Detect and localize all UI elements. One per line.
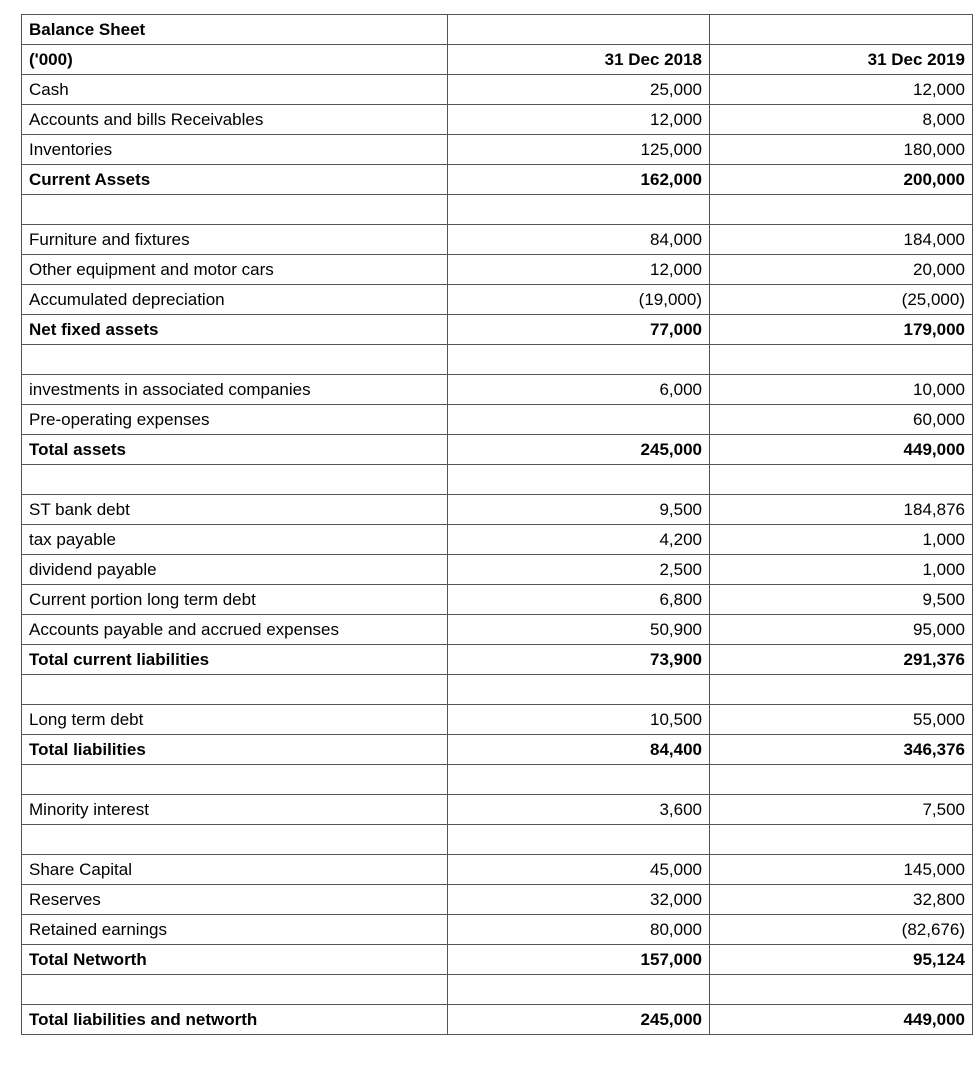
row-label: Accounts payable and accrued expenses: [22, 615, 448, 645]
value-2018: 162,000: [448, 165, 710, 195]
value-2018: 84,400: [448, 735, 710, 765]
row-label: Long term debt: [22, 705, 448, 735]
value-2019: 7,500: [710, 795, 973, 825]
header-row: [22, 45, 973, 75]
unit-label: ('000): [22, 45, 448, 75]
row-label: [22, 765, 448, 795]
value-2019: 449,000: [710, 435, 973, 465]
value-2019: 291,376: [710, 645, 973, 675]
row-label: Current portion long term debt: [22, 585, 448, 615]
value-2018: 25,000: [448, 75, 710, 105]
value-2018: [448, 975, 710, 1005]
table-row: [22, 615, 973, 645]
row-label: [22, 825, 448, 855]
value-2018: 84,000: [448, 225, 710, 255]
table-row: [22, 735, 973, 765]
value-2018: 77,000: [448, 315, 710, 345]
value-2018: 245,000: [448, 1005, 710, 1035]
value-2019: 20,000: [710, 255, 973, 285]
value-2018: 245,000: [448, 435, 710, 465]
table-row: [22, 285, 973, 315]
value-2019: 9,500: [710, 585, 973, 615]
row-label: Total Networth: [22, 945, 448, 975]
value-2018: 2,500: [448, 555, 710, 585]
row-label: Accumulated depreciation: [22, 285, 448, 315]
value-2019: [710, 975, 973, 1005]
value-2018: 3,600: [448, 795, 710, 825]
row-label: Minority interest: [22, 795, 448, 825]
value-2019: 184,876: [710, 495, 973, 525]
value-2018: [448, 195, 710, 225]
row-label: Net fixed assets: [22, 315, 448, 345]
value-2019: 1,000: [710, 525, 973, 555]
table-row: [22, 555, 973, 585]
value-2019: [710, 675, 973, 705]
value-2019: (25,000): [710, 285, 973, 315]
row-label: Inventories: [22, 135, 448, 165]
balance-sheet-body: [22, 15, 973, 1035]
value-2019: 95,000: [710, 615, 973, 645]
table-row: [22, 795, 973, 825]
value-2018: 45,000: [448, 855, 710, 885]
spacer-row: [22, 465, 973, 495]
title-blank-2018: [448, 15, 710, 45]
value-2018: [448, 405, 710, 435]
balance-sheet-table: [21, 14, 973, 1035]
value-2019: 179,000: [710, 315, 973, 345]
sheet-title: Balance Sheet: [22, 15, 448, 45]
value-2019: [710, 465, 973, 495]
value-2018: 4,200: [448, 525, 710, 555]
value-2019: 32,800: [710, 885, 973, 915]
row-label: dividend payable: [22, 555, 448, 585]
row-label: [22, 195, 448, 225]
spacer-row: [22, 675, 973, 705]
title-row: [22, 15, 973, 45]
row-label: investments in associated companies: [22, 375, 448, 405]
row-label: [22, 465, 448, 495]
row-label: [22, 975, 448, 1005]
value-2018: 12,000: [448, 255, 710, 285]
value-2018: 12,000: [448, 105, 710, 135]
table-row: [22, 855, 973, 885]
table-row: [22, 405, 973, 435]
value-2018: [448, 675, 710, 705]
value-2019: [710, 345, 973, 375]
value-2019: 145,000: [710, 855, 973, 885]
table-row: [22, 525, 973, 555]
value-2019: 8,000: [710, 105, 973, 135]
spacer-row: [22, 825, 973, 855]
value-2019: 200,000: [710, 165, 973, 195]
row-label: Share Capital: [22, 855, 448, 885]
value-2018: (19,000): [448, 285, 710, 315]
value-2019: 12,000: [710, 75, 973, 105]
value-2018: 50,900: [448, 615, 710, 645]
row-label: tax payable: [22, 525, 448, 555]
spacer-row: [22, 975, 973, 1005]
row-label: ST bank debt: [22, 495, 448, 525]
value-2019: 55,000: [710, 705, 973, 735]
table-row: [22, 585, 973, 615]
row-label: Retained earnings: [22, 915, 448, 945]
value-2019: 346,376: [710, 735, 973, 765]
value-2019: 449,000: [710, 1005, 973, 1035]
value-2018: 80,000: [448, 915, 710, 945]
value-2018: [448, 465, 710, 495]
value-2019: 180,000: [710, 135, 973, 165]
value-2019: [710, 825, 973, 855]
row-label: Accounts and bills Receivables: [22, 105, 448, 135]
value-2019: [710, 195, 973, 225]
value-2019: [710, 765, 973, 795]
value-2019: (82,676): [710, 915, 973, 945]
value-2018: 32,000: [448, 885, 710, 915]
table-row: [22, 135, 973, 165]
row-label: [22, 345, 448, 375]
row-label: Total liabilities: [22, 735, 448, 765]
row-label: Reserves: [22, 885, 448, 915]
table-row: [22, 645, 973, 675]
spacer-row: [22, 345, 973, 375]
row-label: Total current liabilities: [22, 645, 448, 675]
table-row: [22, 375, 973, 405]
table-row: [22, 945, 973, 975]
table-row: [22, 165, 973, 195]
table-row: [22, 225, 973, 255]
value-2018: 6,000: [448, 375, 710, 405]
table-row: [22, 705, 973, 735]
table-row: [22, 105, 973, 135]
value-2018: [448, 345, 710, 375]
title-blank-2019: [710, 15, 973, 45]
value-2019: 1,000: [710, 555, 973, 585]
spacer-row: [22, 195, 973, 225]
row-label: Pre-operating expenses: [22, 405, 448, 435]
table-row: [22, 495, 973, 525]
row-label: Total assets: [22, 435, 448, 465]
table-row: [22, 915, 973, 945]
table-row: [22, 255, 973, 285]
table-row: [22, 75, 973, 105]
table-row: [22, 315, 973, 345]
value-2019: 10,000: [710, 375, 973, 405]
row-label: Other equipment and motor cars: [22, 255, 448, 285]
value-2019: 60,000: [710, 405, 973, 435]
row-label: Cash: [22, 75, 448, 105]
table-row: [22, 1005, 973, 1035]
value-2019: 184,000: [710, 225, 973, 255]
value-2018: 157,000: [448, 945, 710, 975]
spacer-row: [22, 765, 973, 795]
value-2018: 9,500: [448, 495, 710, 525]
value-2018: [448, 765, 710, 795]
value-2018: 73,900: [448, 645, 710, 675]
row-label: Furniture and fixtures: [22, 225, 448, 255]
table-row: [22, 885, 973, 915]
column-header-2018: 31 Dec 2018: [448, 45, 710, 75]
value-2019: 95,124: [710, 945, 973, 975]
value-2018: 6,800: [448, 585, 710, 615]
value-2018: 10,500: [448, 705, 710, 735]
row-label: Current Assets: [22, 165, 448, 195]
row-label: Total liabilities and networth: [22, 1005, 448, 1035]
row-label: [22, 675, 448, 705]
table-row: [22, 435, 973, 465]
column-header-2019: 31 Dec 2019: [710, 45, 973, 75]
value-2018: 125,000: [448, 135, 710, 165]
value-2018: [448, 825, 710, 855]
